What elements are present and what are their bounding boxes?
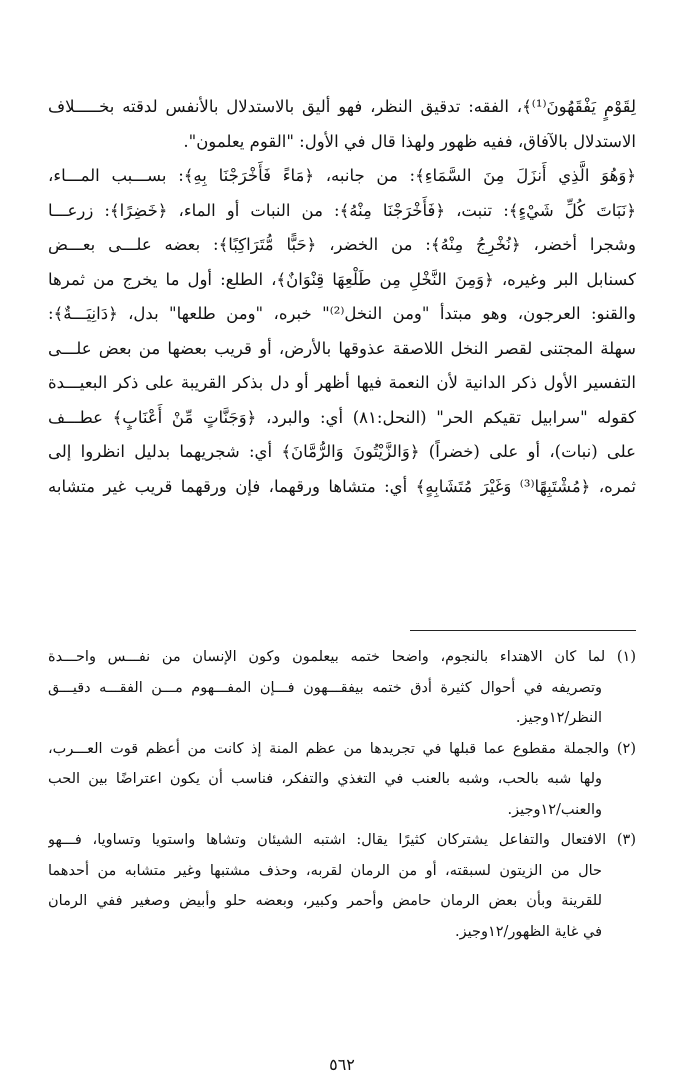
footnote-1 xyxy=(48,642,636,734)
main-line: ثمره، ﴿مُشْتَبِهًا⁽³⁾ وَغَيْرَ مُتَشَابِهٍ﴾ أي: متشاها ورقهما، فإن ورقهما قريب غير متشابه xyxy=(48,476,636,496)
main-line: التفسير الأول ذكر الدانية لأن النعمة فيها أظهر أو دل بذكر القريبة على ذكر البعيـــدة xyxy=(48,373,636,392)
footnote-3 xyxy=(48,825,636,947)
main-line: وشجرا أخضر، ﴿نُخْرِجُ مِنْهُ﴾: من الخضر، ﴿حَبًّا مُّتَرَاكِبًا﴾: بعضه علـــى بعـــض xyxy=(48,235,636,254)
footnote-line: ولها شبه بالحب، وشبه بالعنب في التغذي والتفكر، فناسب أن يكون اعتراضًا بين الحب xyxy=(48,771,602,787)
footnote-separator xyxy=(410,630,636,631)
footnote-line: للقرينة وبأن بعض الرمان حامض وأحمر وكبير، وبعضه حلو وأبيض وصغير ففي الرمان xyxy=(48,893,602,909)
footnote-line: (٢) والجملة مقطوع عما قبلها في تجريدها من عظم المنة إذ كانت من أعظم قوت العـــرب، xyxy=(48,740,636,757)
footnote-line: والعنب/١٢وجيز. xyxy=(507,801,602,818)
main-line: لِقَوْمٍ يَفْقَهُونَ⁽¹⁾﴾، الفقه: تدقيق النظر، فهو أليق بالاستدلال بالأنفس لدقته بخـــــلاف xyxy=(48,97,636,116)
footnote-line: (٣) الافتعال والتفاعل يشتركان كثيرًا يقال: اشتبه الشيئان وتشاها واستويا وتساويا، فـــهو xyxy=(48,832,636,848)
footnote-line: حال من الزيتون لسبقته، أو من الرمان لقربه، وحذف مشتبها وغير متشابه من أحدهما xyxy=(48,862,602,879)
footnote-line: وتصريفه في أحوال كثيرة أدق ختمه بيفقـــهون فـــإن المفـــهوم مـــن الفقـــه دقيـــق xyxy=(48,679,602,696)
main-text-block xyxy=(48,90,636,504)
footnote-2 xyxy=(48,734,636,826)
main-line: والقنو: العرجون، وهو مبتدأ "ومن النخل⁽²⁾" خبره، "ومن طلعها" بدل، ﴿دَانِيَـــةٌ﴾: xyxy=(48,304,636,323)
footnote-line: النظر/١٢وجيز. xyxy=(515,710,602,726)
footnotes xyxy=(48,642,636,947)
page xyxy=(48,90,636,1088)
main-line: ﴿وَهُوَ الَّذِي أَنزَلَ مِنَ السَّمَاءِ﴾: من جانبه، ﴿مَاءً فَأَخْرَجْنَا بِهِ﴾: بســـبب المـــاء، xyxy=(48,166,636,185)
main-line: على (نبات)، أو على (خضراً) ﴿وَالزَّيْتُونَ وَالرُّمَّانَ﴾ أي: شجريهما بدليل انظروا إلى xyxy=(48,442,636,461)
main-line: كقوله "سرابيل تقيكم الحر" (النحل:٨١) أي: والبرد، ﴿وَجَنَّاتٍ مِّنْ أَعْنَابٍ﴾ عطـــف xyxy=(48,407,636,427)
main-line: الاستدلال بالآفاق، ففيه ظهور ولهذا قال في الأول: "القوم يعلمون". xyxy=(183,131,636,151)
main-line: سهلة المجتنى لقصر النخل اللاصقة عذوقها بالأرض، أو قريب بعضها من بعض علـــى xyxy=(48,338,636,358)
footnote-line: في غاية الظهور/١٢وجيز. xyxy=(455,923,602,940)
main-line: كسنابل البر وغيره، ﴿وَمِنَ النَّخْلِ مِن طَلْعِهَا قِنْوَانٌ﴾، الطلع: أول ما يخرج من ثمرها xyxy=(48,269,636,289)
page-number: ٥٦٢ xyxy=(329,1055,355,1074)
footnote-line: (١) لما كان الاهتداء بالنجوم، واضحا ختمه بيعلمون وكون الإنسان من نفـــس واحـــدة xyxy=(48,649,636,665)
main-line: ﴿نَبَاتَ كُلِّ شَيْءٍ﴾: تنبت، ﴿فَأَخْرَجْنَا مِنْهُ﴾: من النبات أو الماء، ﴿خَضِرًا﴾: زرعـــا xyxy=(48,200,636,220)
